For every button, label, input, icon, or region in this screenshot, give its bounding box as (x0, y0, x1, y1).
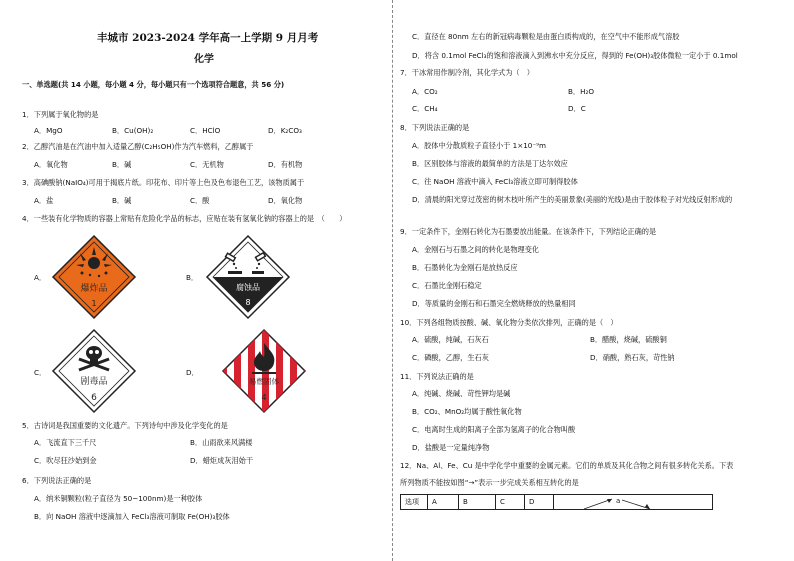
right-column (400, 0, 784, 561)
q7-option-b: B．H₂O (568, 87, 595, 96)
toxic-sign-text: 剧毒品 (80, 377, 108, 387)
q4-option-c: C． (34, 368, 47, 377)
table-cell-label: 选项 (401, 495, 428, 510)
exam-title: 丰城市 2023-2024 学年高一上学期 9 月月考 (97, 32, 319, 44)
q11-option-b: B．CO₂、MnO₂均属于酸性氧化物 (412, 407, 522, 416)
explosive-sign-icon (50, 233, 138, 321)
q6-option-b: B．向 NaOH 溶液中逐滴加入 FeCl₃溶液可制取 Fe(OH)₃胶体 (34, 512, 230, 521)
q5-option-d: D．蜡炬成灰泪始干 (190, 456, 254, 465)
q11-option-c: C．电离时生成的阳离子全部为氢离子的化合物叫酸 (412, 425, 576, 434)
q3-option-b: B．碱 (112, 196, 132, 205)
toxic-sign-number: 6 (91, 393, 97, 403)
flammable-sign-text: 易燃固体 (249, 377, 279, 386)
table-cell-c: C (496, 495, 525, 510)
question-10-stem: 10．下列各组物质按酸、碱、氧化物分类依次排列，正确的是（ ） (400, 318, 618, 327)
q2-option-a: A．氧化物 (34, 160, 68, 169)
question-7-stem: 7．干冰常用作制冷剂，其化学式为（ ） (400, 68, 534, 77)
q8-option-b: B．区别胶体与溶液的最简单的方法是丁达尔效应 (412, 159, 568, 168)
q1-option-a: A．MgO (34, 126, 63, 135)
explosive-sign-number: 1 (91, 299, 97, 308)
toxic-sign-icon (50, 327, 138, 415)
q9-option-c: C．石墨比金刚石稳定 (412, 281, 482, 290)
figure-label-a: a (616, 497, 621, 505)
corrosive-sign-icon (204, 233, 292, 321)
q9-option-b: B．石墨转化为金刚石是放热反应 (412, 263, 518, 272)
question-5-stem: 5．古诗词是我国重要的文化遗产。下列诗句中涉及化学变化的是 (22, 421, 228, 430)
q10-option-b: B．醋酸，烧碱，硫酸铜 (590, 335, 667, 344)
q10-option-d: D．硝酸，熟石灰，苛性钠 (590, 353, 675, 362)
q4-option-a: A． (34, 273, 47, 282)
table-row (401, 495, 713, 510)
left-column (22, 0, 392, 561)
table-cell-a: A (428, 495, 459, 510)
explosive-sign-text: 爆炸品 (80, 284, 108, 294)
exam-subject: 化学 (194, 54, 214, 65)
q1-option-b: B．Cu(OH)₂ (112, 126, 154, 135)
question-8-stem: 8．下列说法正确的是 (400, 123, 470, 132)
q7-option-c: C．CH₄ (412, 104, 438, 113)
q3-option-c: C．酸 (190, 196, 210, 205)
question-9-stem: 9．一定条件下，金刚石转化为石墨要放出能量。在该条件下，下列结论正确的是 (400, 227, 657, 236)
question-2-stem: 2．乙醇汽油是在汽油中加入适量乙醇(C₂H₅OH)作为汽车燃料，乙醇属于 (22, 142, 254, 151)
q11-option-d: D．盐酸是一定量纯净物 (412, 443, 490, 452)
corrosive-sign-number: 8 (245, 298, 251, 307)
q8-option-d: D．清晨的阳光穿过茂密的树木枝叶所产生的美丽景象(美丽的光线)是由于胶体粒子对光线反射形成的 (412, 195, 733, 204)
table-cell-b: B (459, 495, 496, 510)
q3-option-d: D．氧化物 (268, 196, 303, 205)
q12-options-table (400, 494, 713, 510)
q7-option-d: D．C (568, 104, 586, 113)
column-divider (392, 0, 393, 561)
q5-option-c: C．吹尽狂沙始到金 (34, 456, 97, 465)
q7-option-a: A．CO₂ (412, 87, 438, 96)
q6-option-d: D．将含 0.1mol FeCl₃的饱和溶液滴入到沸水中充分反应，得到的 Fe(OH)₃胶体微粒一定小于 0.1mol (412, 51, 738, 60)
q2-option-d: D．有机物 (268, 160, 303, 169)
flammable-sign-number: 4 (261, 393, 267, 402)
q1-option-d: D．K₂CO₃ (268, 126, 302, 135)
q1-option-c: C．HClO (190, 126, 221, 135)
question-12-stem-2: 所列物质不能按如图“→”表示一步完成关系相互转化的是 (400, 478, 579, 487)
q11-option-a: A．纯碱、烧碱、苛性钾均是碱 (412, 389, 511, 398)
question-1-stem: 1．下列属于氧化物的是 (22, 110, 99, 119)
flammable-solid-sign-icon (220, 327, 308, 415)
table-cell-figure (554, 495, 713, 510)
q9-option-a: A．金刚石与石墨之间的转化是物理变化 (412, 245, 540, 254)
table-cell-d: D (525, 495, 554, 510)
corrosive-sign-text: 腐蚀品 (236, 283, 260, 292)
question-6-stem: 6．下列说法正确的是 (22, 476, 92, 485)
q4-option-d: D． (186, 368, 199, 377)
q3-option-a: A．盐 (34, 196, 54, 205)
question-12-stem: 12．Na、Al、Fe、Cu 是中学化学中重要的金属元素。它们的单质及其化合物之间有很多转化关系。下表 (400, 461, 734, 470)
question-4-stem: 4．一些装有化学物质的容器上常贴有危险化学品的标志，应贴在装有氢氧化钠的容器上的是 （ ） (22, 214, 347, 223)
conversion-arrow-icon (554, 495, 704, 511)
q6-option-c: C．直径在 80nm 左右的新冠病毒颗粒是由蛋白质构成的，在空气中不能形成气溶胶 (412, 32, 680, 41)
q6-option-a: A．纳米铜颗粒(粒子直径为 50~100nm)是一种胶体 (34, 494, 203, 503)
section-heading: 一、单选题(共 14 小题，每小题 4 分，每小题只有一个选项符合题意，共 56 分) (22, 80, 285, 89)
q8-option-c: C．往 NaOH 溶液中滴入 FeCl₃溶液立即可制得胶体 (412, 177, 578, 186)
question-3-stem: 3．高碘酸钠(NaIO₄)可用于揭底片纸。印花布、印片等上色及色布退色工艺，该物质属于 (22, 178, 305, 187)
q4-option-b: B． (186, 273, 199, 282)
q2-option-c: C．无机物 (190, 160, 224, 169)
q8-option-a: A．胶体中分散质粒子直径小于 1×10⁻⁹m (412, 141, 547, 150)
q2-option-b: B．碱 (112, 160, 132, 169)
q10-option-a: A．硫酸，纯碱，石灰石 (412, 335, 489, 344)
q10-option-c: C．磷酸，乙醇，生石灰 (412, 353, 489, 362)
q9-option-d: D．等质量的金刚石和石墨完全燃烧释放的热量相同 (412, 299, 576, 308)
q5-option-a: A．飞流直下三千尺 (34, 438, 97, 447)
question-11-stem: 11．下列说法正确的是 (400, 372, 474, 381)
q5-option-b: B．山雨欲来风满楼 (190, 438, 253, 447)
